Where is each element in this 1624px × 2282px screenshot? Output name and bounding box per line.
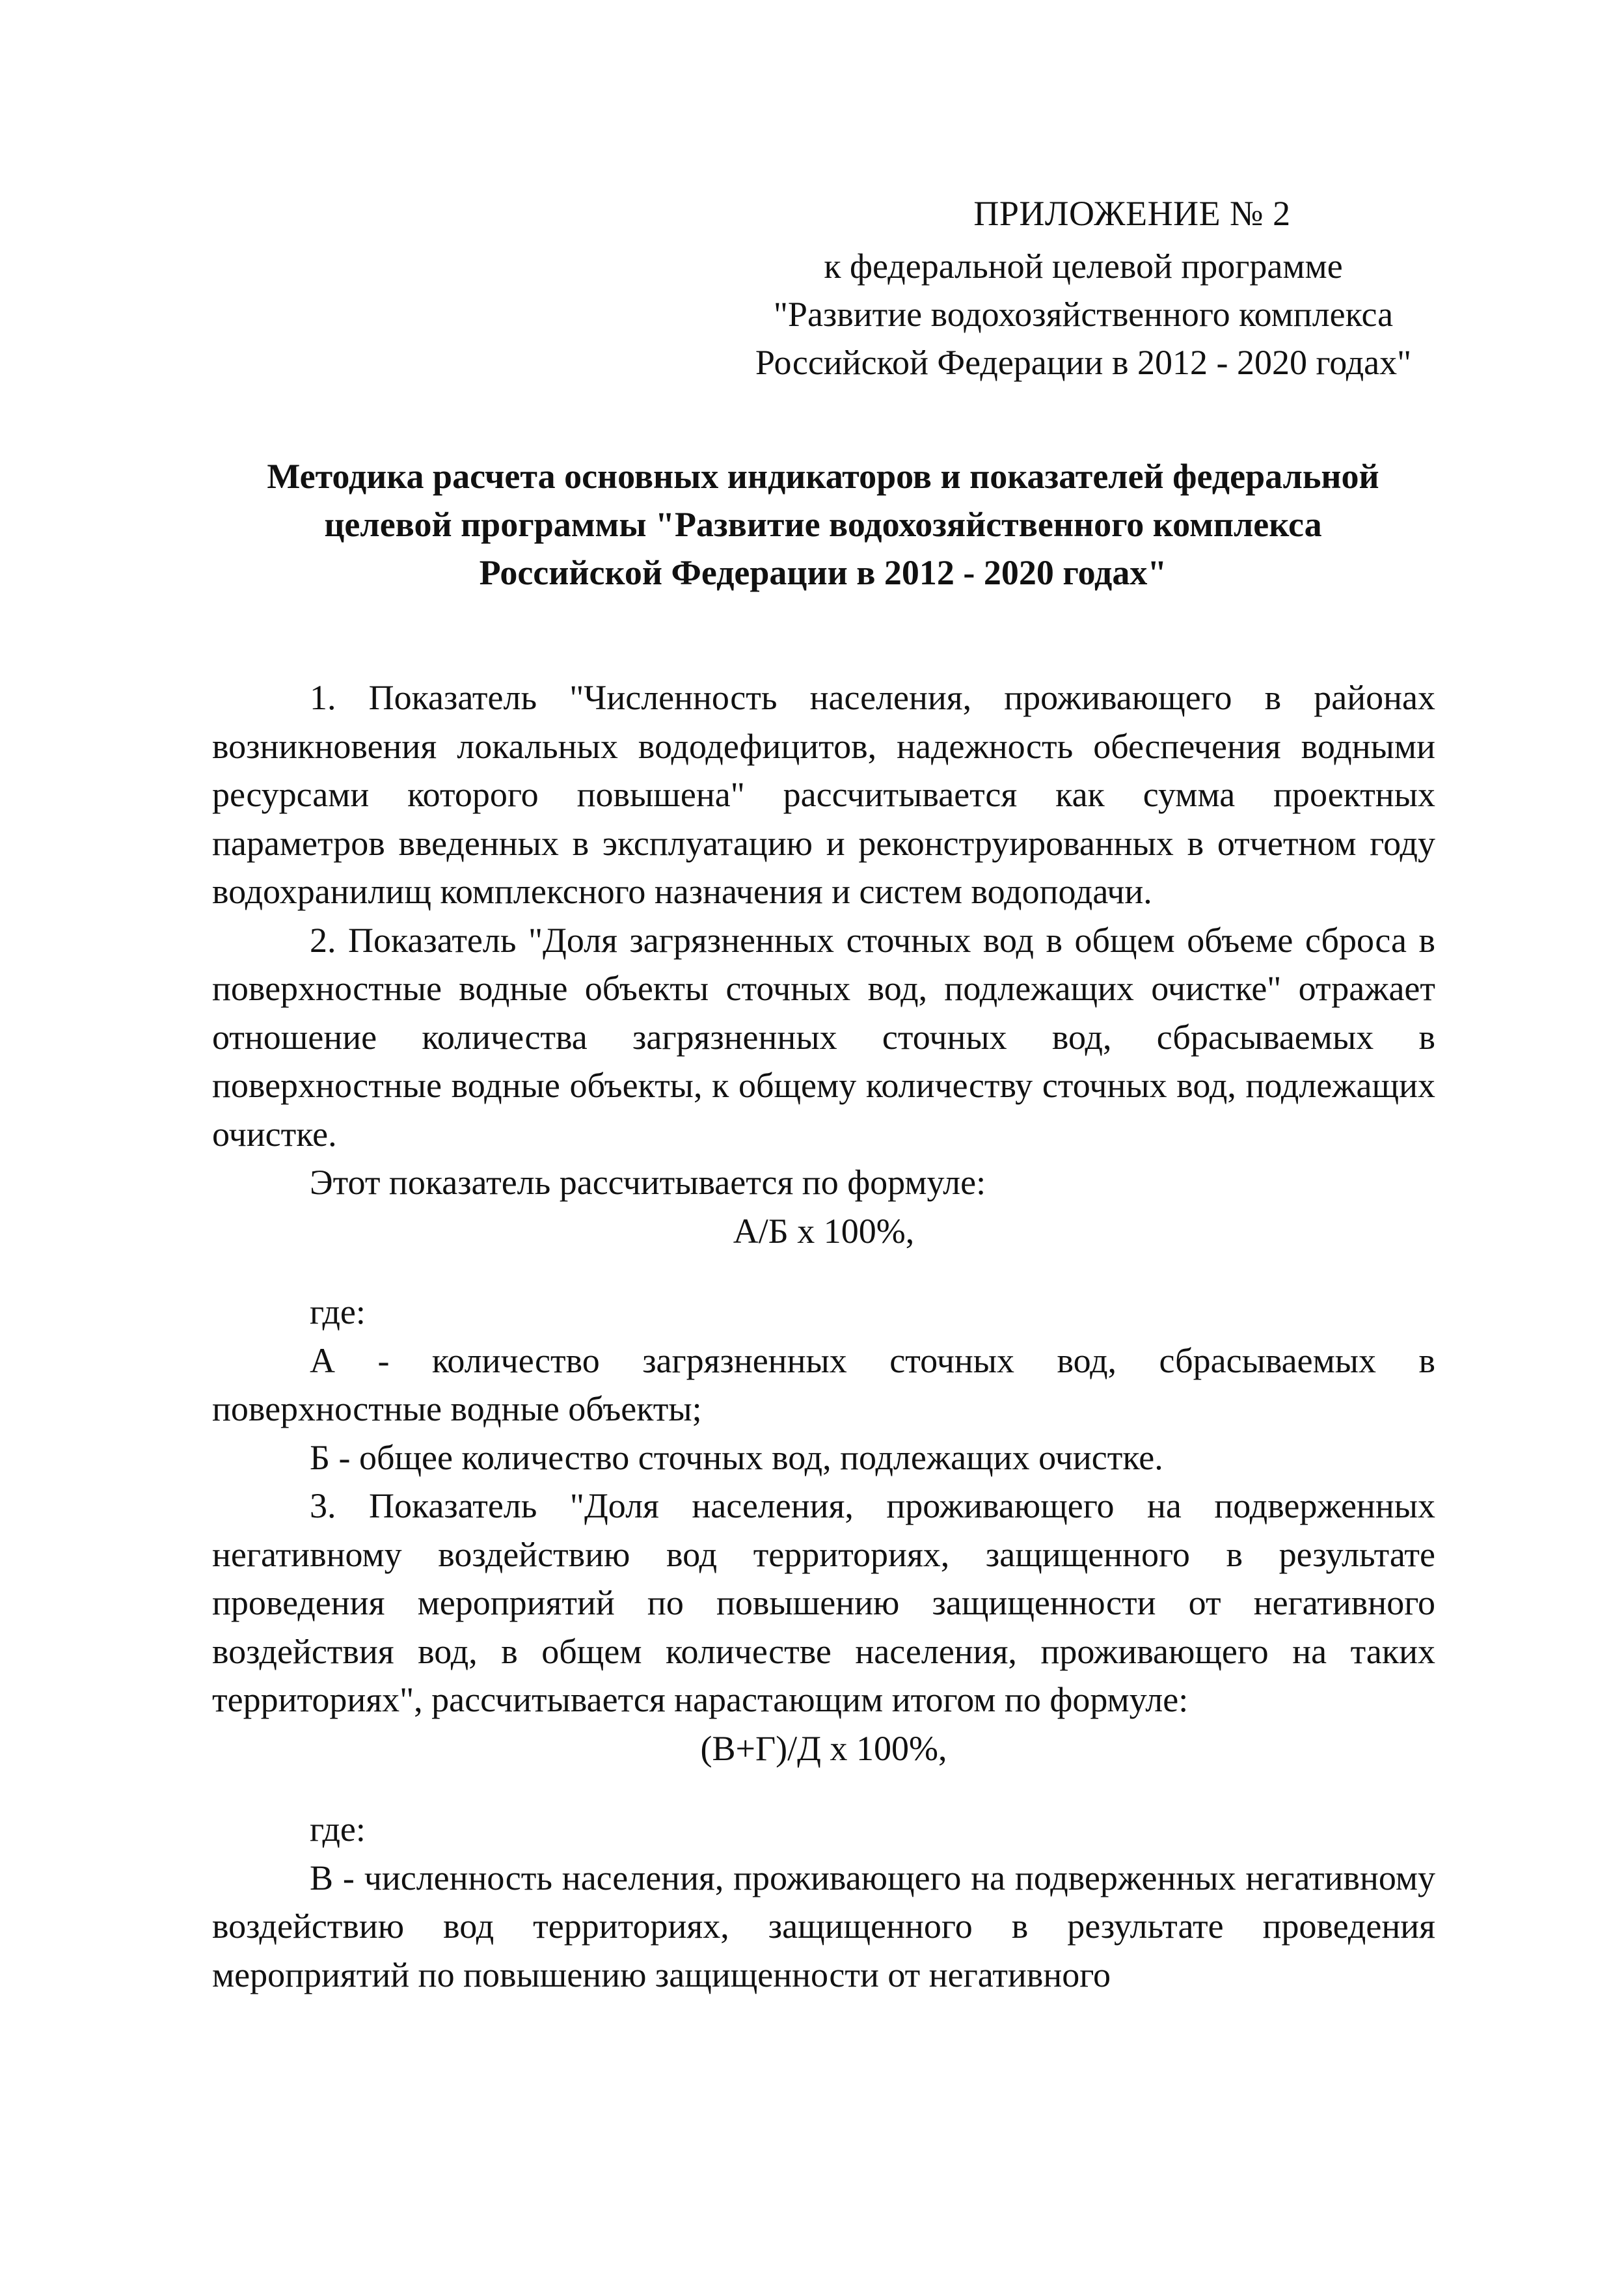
appendix-line: "Развитие водохозяйственного комплекса — [773, 295, 1394, 334]
definition-v: В - численность населения, проживающего на подверженных негативному воздействию вод территориях, защищенного в результате проведения мероприятий по повышению защищенности от негативного — [212, 1858, 1435, 1994]
title-line: целевой программы "Развитие водохозяйственного комплекса — [324, 505, 1322, 544]
formula-intro: Этот показатель рассчитывается по формуле: — [310, 1163, 986, 1202]
appendix-line: к федеральной целевой программе — [824, 247, 1343, 286]
title-line: Методика расчета основных индикаторов и показателей федеральной — [267, 457, 1379, 496]
document-body — [212, 673, 1435, 1999]
appendix-line: Российской Федерации в 2012 - 2020 годах" — [755, 343, 1412, 382]
paragraph-indicator-2: 2. Показатель "Доля загрязненных сточных вод в общем объеме сброса в поверхностные водные объекты сточных вод, подлежащих очистке" отражает отношение количества загрязненных сточных вод, сбрасываемых в поверхностные водные объекты, к общему количеству сточных вод, подлежащих очистке. — [212, 920, 1435, 1154]
appendix-header — [722, 189, 1444, 387]
document-title — [195, 452, 1451, 597]
where-label: где: — [310, 1810, 366, 1849]
definition-a: А - количество загрязненных сточных вод, сбрасываемых в поверхностные водные объекты; — [212, 1340, 1435, 1428]
title-line: Российской Федерации в 2012 - 2020 годах" — [479, 553, 1167, 592]
definition-b: Б - общее количество сточных вод, подлежащих очистке. — [310, 1437, 1163, 1477]
formula-v-plus-g: (В+Г)/Д x 100%, — [700, 1728, 947, 1768]
paragraph-indicator-3: 3. Показатель "Доля населения, проживающего на подверженных негативному воздействию вод территориях, защищенного в результате проведения мероприятий по повышению защищенности от негативного воздействия вод, в общем количестве населения, проживающего на таких территориях", рассчитывается нарастающим итогом по формуле: — [212, 1486, 1435, 1719]
paragraph-indicator-1: 1. Показатель "Численность населения, проживающего в районах возникновения локальных вододефицитов, надежность обеспечения водными ресурсами которого повышена" рассчитывается как сумма проектных параметров введенных в эксплуатацию и реконструированных в отчетном году водохранилищ комплексного назначения и систем водоподачи. — [212, 678, 1435, 911]
formula-a-over-b: А/Б x 100%, — [733, 1211, 915, 1251]
appendix-title: ПРИЛОЖЕНИЕ № 2 — [973, 194, 1291, 233]
where-label: где: — [310, 1292, 366, 1331]
